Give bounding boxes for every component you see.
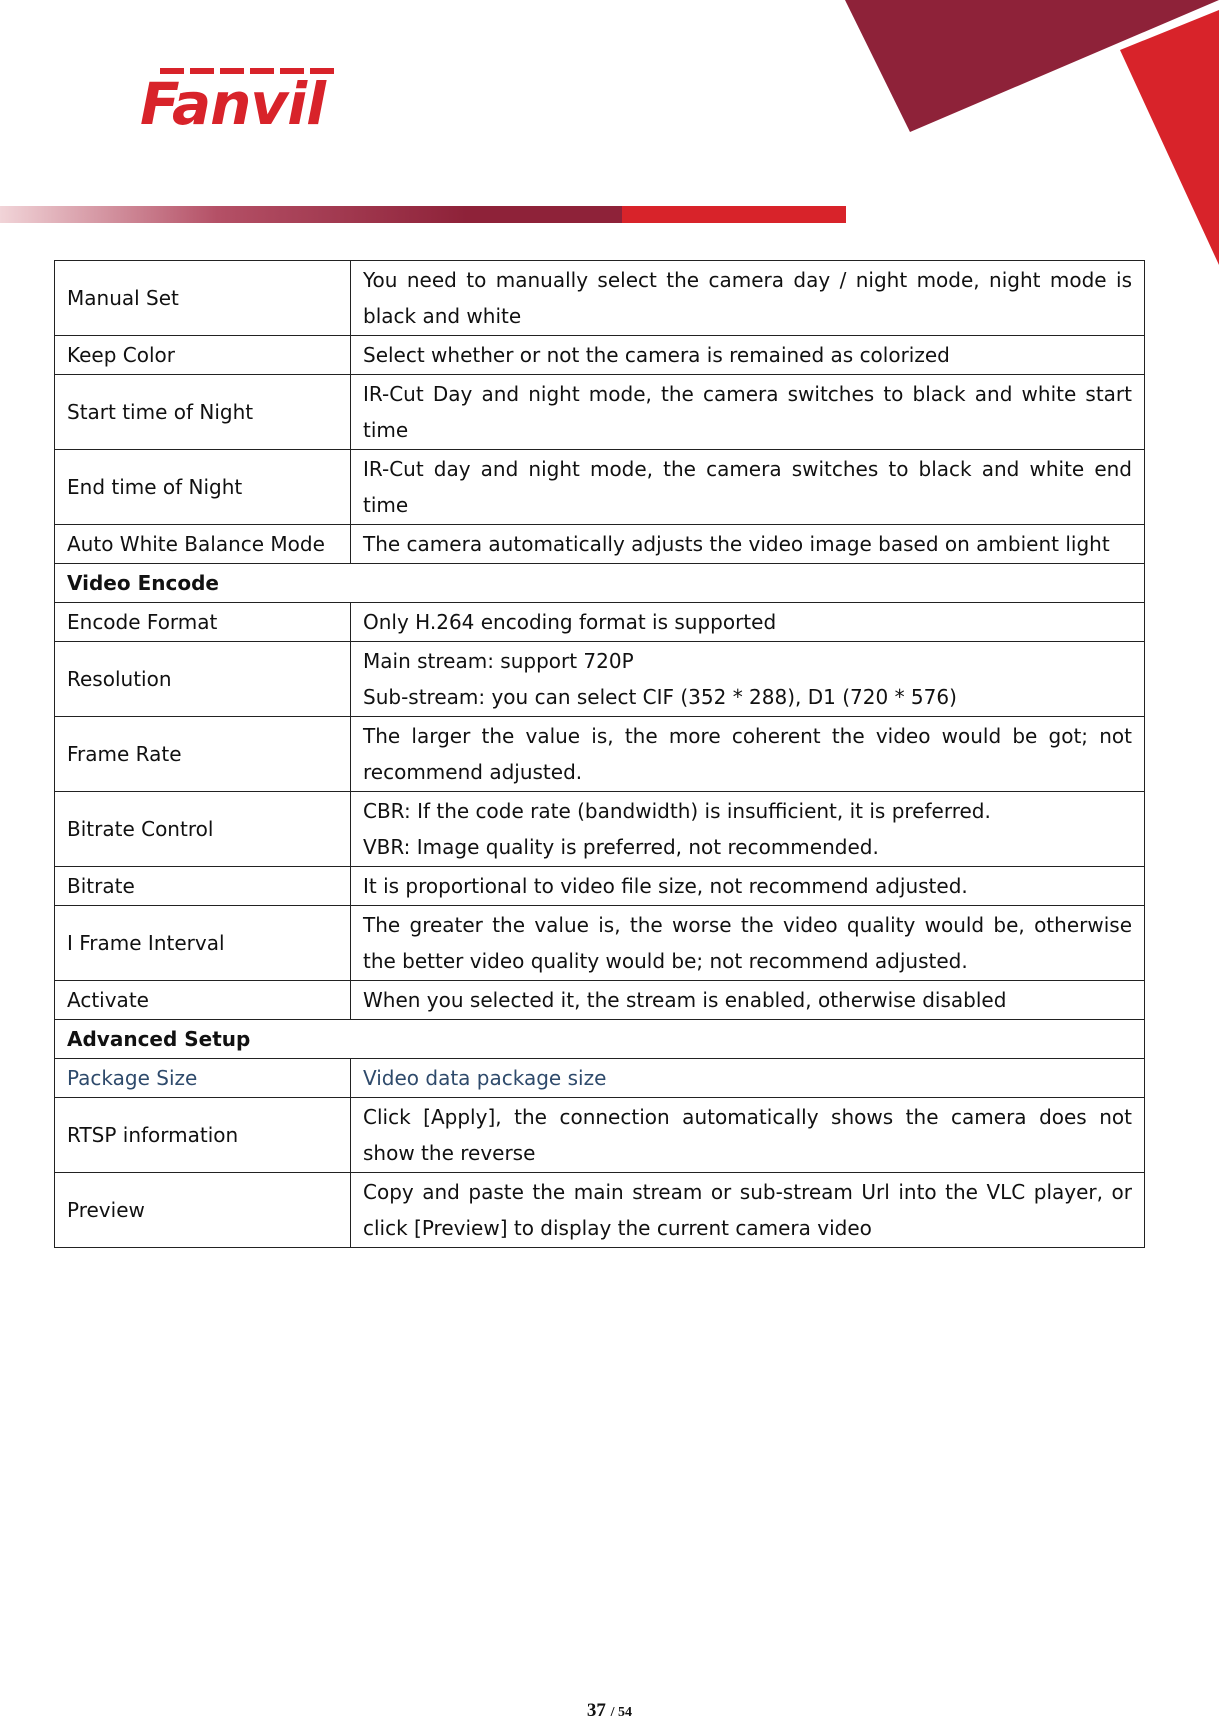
setting-name: I Frame Interval bbox=[55, 906, 351, 981]
table-row bbox=[55, 261, 1145, 336]
description-line: The greater the value is, the worse the video quality would be, otherwise the better video quality would be; not recommend adjusted. bbox=[363, 913, 1132, 973]
setting-name: Manual Set bbox=[55, 261, 351, 336]
description-line: IR-Cut Day and night mode, the camera switches to black and white start time bbox=[363, 382, 1132, 442]
table-row bbox=[55, 525, 1145, 564]
setting-description bbox=[351, 336, 1145, 375]
table-row bbox=[55, 906, 1145, 981]
description-line: Sub-stream: you can select CIF (352 * 288), D1 (720 * 576) bbox=[363, 685, 957, 709]
corner-triangle-red bbox=[1120, 10, 1219, 265]
page-number bbox=[0, 1700, 1219, 1722]
setting-description bbox=[351, 642, 1145, 717]
table-row bbox=[55, 375, 1145, 450]
description-line: VBR: Image quality is preferred, not recommended. bbox=[363, 835, 879, 859]
page-total: / 54 bbox=[610, 1705, 633, 1720]
header-decoration bbox=[0, 0, 1219, 270]
setting-description bbox=[351, 375, 1145, 450]
description-line: Video data package size bbox=[363, 1066, 607, 1090]
description-line: Copy and paste the main stream or sub-stream Url into the VLC player, or click [Preview] to display the current camera video bbox=[363, 1180, 1132, 1240]
section-title: Video Encode bbox=[55, 564, 1145, 603]
svg-text:Fanvil: Fanvil bbox=[140, 70, 325, 130]
setting-description bbox=[351, 717, 1145, 792]
setting-name: Activate bbox=[55, 981, 351, 1020]
setting-description bbox=[351, 1098, 1145, 1173]
table-row bbox=[55, 1173, 1145, 1248]
section-header-row bbox=[55, 1020, 1145, 1059]
table-row bbox=[55, 717, 1145, 792]
setting-name: Encode Format bbox=[55, 603, 351, 642]
setting-name: Bitrate bbox=[55, 867, 351, 906]
header-bar-red bbox=[622, 206, 846, 223]
table-row bbox=[55, 450, 1145, 525]
description-line: When you selected it, the stream is enabled, otherwise disabled bbox=[363, 988, 1007, 1012]
setting-name: End time of Night bbox=[55, 450, 351, 525]
description-line: It is proportional to video file size, not recommend adjusted. bbox=[363, 874, 968, 898]
table-row bbox=[55, 867, 1145, 906]
setting-name: Auto White Balance Mode bbox=[55, 525, 351, 564]
description-line: Main stream: support 720P bbox=[363, 649, 634, 673]
setting-name: Start time of Night bbox=[55, 375, 351, 450]
setting-name: Bitrate Control bbox=[55, 792, 351, 867]
setting-description bbox=[351, 981, 1145, 1020]
table-row bbox=[55, 792, 1145, 867]
table-row bbox=[55, 1059, 1145, 1098]
table-row bbox=[55, 336, 1145, 375]
table-row bbox=[55, 603, 1145, 642]
description-line: Click [Apply], the connection automatically shows the camera does not show the reverse bbox=[363, 1105, 1132, 1165]
description-line: Select whether or not the camera is remained as colorized bbox=[363, 343, 950, 367]
setting-name: Preview bbox=[55, 1173, 351, 1248]
setting-description bbox=[351, 261, 1145, 336]
setting-name: RTSP information bbox=[55, 1098, 351, 1173]
description-line: The camera automatically adjusts the video image based on ambient light bbox=[363, 532, 1110, 556]
description-line: The larger the value is, the more coherent the video would be got; not recommend adjusted. bbox=[363, 724, 1132, 784]
header-bar-gradient bbox=[0, 206, 622, 223]
section-title: Advanced Setup bbox=[55, 1020, 1145, 1059]
description-line: CBR: If the code rate (bandwidth) is insufficient, it is preferred. bbox=[363, 799, 991, 823]
setting-description bbox=[351, 1059, 1145, 1098]
setting-name: Package Size bbox=[55, 1059, 351, 1098]
table-row bbox=[55, 642, 1145, 717]
setting-description bbox=[351, 525, 1145, 564]
setting-description bbox=[351, 792, 1145, 867]
setting-name: Resolution bbox=[55, 642, 351, 717]
setting-name: Keep Color bbox=[55, 336, 351, 375]
setting-description bbox=[351, 906, 1145, 981]
description-line: IR-Cut day and night mode, the camera switches to black and white end time bbox=[363, 457, 1132, 517]
setting-description bbox=[351, 1173, 1145, 1248]
setting-description bbox=[351, 450, 1145, 525]
table-row bbox=[55, 981, 1145, 1020]
setting-description bbox=[351, 603, 1145, 642]
fanvil-logo bbox=[140, 58, 340, 130]
settings-table bbox=[54, 260, 1145, 1248]
description-line: You need to manually select the camera day / night mode, night mode is black and white bbox=[363, 268, 1132, 328]
page-current: 37 bbox=[586, 1700, 606, 1721]
setting-name: Frame Rate bbox=[55, 717, 351, 792]
description-line: Only H.264 encoding format is supported bbox=[363, 610, 777, 634]
table-row bbox=[55, 1098, 1145, 1173]
setting-description bbox=[351, 867, 1145, 906]
section-header-row bbox=[55, 564, 1145, 603]
